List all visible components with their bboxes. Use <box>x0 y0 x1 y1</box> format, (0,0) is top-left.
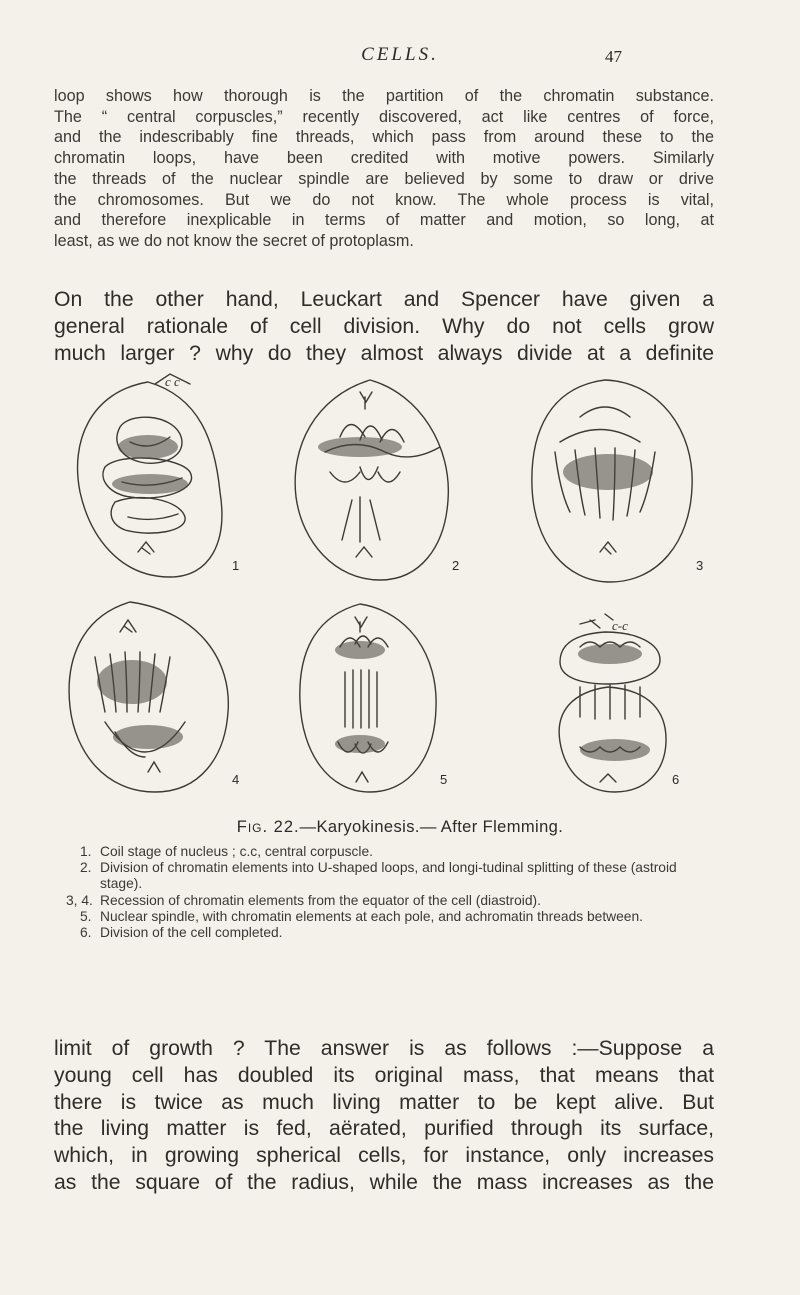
text-line: general rationale of cell division. Why do not cells grow <box>54 314 714 338</box>
text-line: which, in growing spherical cells, for instance, only increases <box>54 1144 714 1168</box>
legend-number: 3, 4. <box>66 892 93 908</box>
panel-label-2: 2 <box>452 558 460 573</box>
legend-text: Division of the cell completed. <box>100 925 283 941</box>
text-line: and the indescribably fine threads, which pass from around these to the <box>54 128 714 147</box>
figure-label: Fig. 22. <box>236 818 300 836</box>
legend-item <box>80 860 680 892</box>
legend-text: Division of chromatin elements into U-shaped loops, and longi-tudinal splitting of these (astroid stage). <box>100 860 677 892</box>
figure-caption <box>0 818 800 837</box>
legend-item <box>66 892 680 909</box>
figure-title: —Karyokinesis.— After Flemming. <box>299 818 564 836</box>
text-line: the threads of the nuclear spindle are believed by some to draw or drive <box>54 169 714 188</box>
figure-legend <box>66 844 680 941</box>
text-line: On the other hand, Leuckart and Spencer have given a <box>54 288 714 311</box>
legend-item <box>80 909 680 925</box>
legend-number: 6. <box>80 925 92 941</box>
legend-number: 1. <box>80 844 92 859</box>
text-line: the chromosomes. But we do not know. The whole process is vital, <box>54 190 714 209</box>
text-line: chromatin loops, have been credited with motive powers. Similarly <box>54 149 714 168</box>
text-line: as the square of the radius, while the mass increases as the <box>54 1170 714 1194</box>
panel-2-cell <box>295 380 448 580</box>
legend-text: Recession of chromatin elements from the equator of the cell (diastroid). <box>100 892 541 908</box>
text-line: the living matter is fed, aërated, purified through its surface, <box>54 1117 714 1141</box>
karyokinesis-figure <box>60 372 720 812</box>
annotation-cc-6: c-c <box>612 618 628 633</box>
legend-item <box>80 925 680 941</box>
legend-item <box>80 844 680 860</box>
text-line: limit of growth ? The answer is as follows :—Suppose a <box>54 1037 714 1060</box>
running-head: CELLS. <box>361 44 439 65</box>
panel-label-4: 4 <box>232 772 240 787</box>
text-line: least, as we do not know the secret of protoplasm. <box>54 231 414 250</box>
text-line: there is twice as much living matter to be kept alive. But <box>54 1090 714 1114</box>
legend-text: Coil stage of nucleus ; c.c, central corpuscle. <box>100 844 374 859</box>
text-line: loop shows how thorough is the partition of the chromatin substance. <box>54 87 714 105</box>
panel-label-5: 5 <box>440 772 448 787</box>
text-line: and therefore inexplicable in terms of matter and motion, so long, at <box>54 211 714 230</box>
panel-label-3: 3 <box>696 558 704 573</box>
legend-number: 2. <box>80 860 92 876</box>
paragraph-2 <box>54 287 714 367</box>
legend-number: 5. <box>80 908 92 924</box>
text-line: much larger ? why do they almost always divide at a definite <box>54 341 714 365</box>
paragraph-1 <box>54 86 714 252</box>
panel-label-1: 1 <box>232 558 240 573</box>
karyokinesis-illustration <box>60 372 720 812</box>
panel-6-cell <box>559 614 666 792</box>
panel-5-cell <box>300 604 436 792</box>
page-header <box>0 44 800 74</box>
panel-label-6: 6 <box>672 772 680 787</box>
text-line: young cell has doubled its original mass, that means that <box>54 1063 714 1087</box>
annotation-cc: c c <box>165 374 180 389</box>
legend-text: Nuclear spindle, with chromatin elements at each pole, and achromatin threads between. <box>100 908 643 924</box>
paragraph-3 <box>54 1036 714 1197</box>
text-line: The “ central corpuscles,” recently discovered, act like centres of force, <box>54 107 714 126</box>
page-number: 47 <box>605 47 622 66</box>
